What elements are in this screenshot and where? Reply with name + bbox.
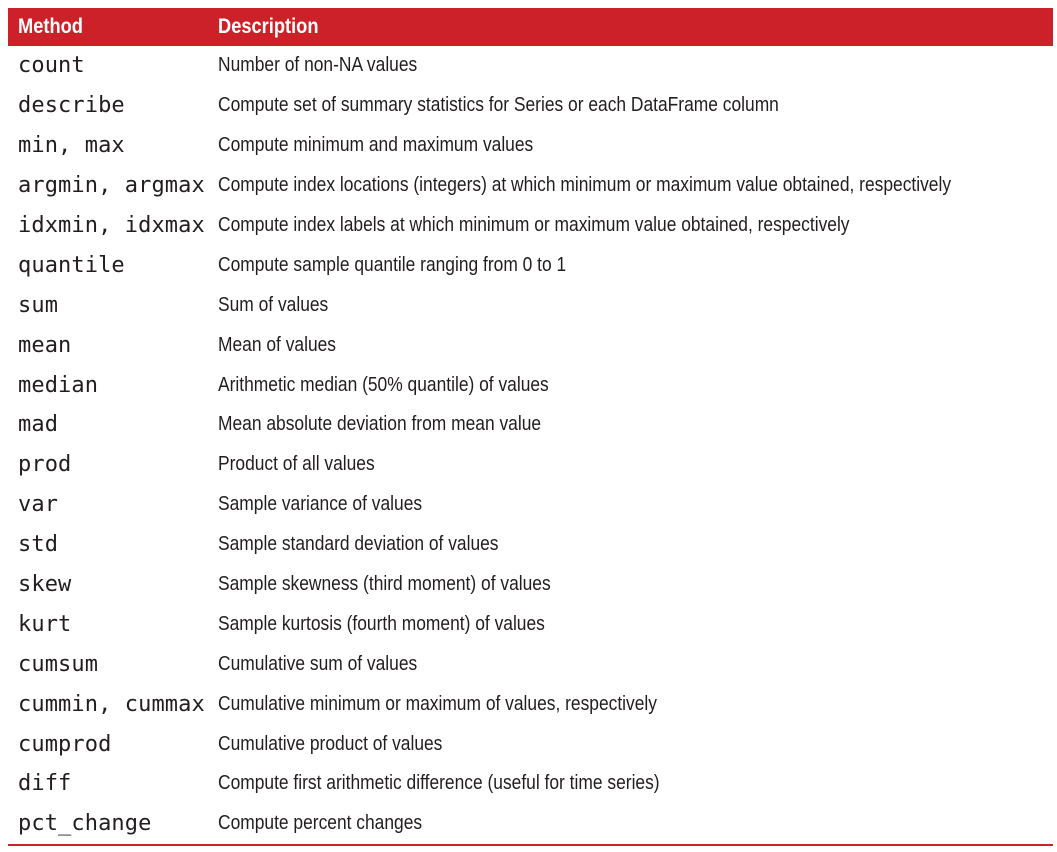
description-cell: Mean absolute deviation from mean value bbox=[218, 413, 542, 436]
table-row bbox=[8, 405, 1053, 445]
methods-reference-table bbox=[8, 8, 1053, 846]
description-cell-wrap bbox=[218, 613, 1053, 636]
description-cell-wrap bbox=[218, 533, 1053, 556]
description-cell-wrap bbox=[218, 453, 1053, 476]
description-cell-wrap bbox=[218, 772, 1053, 795]
method-cell: cummin, cummax bbox=[18, 691, 205, 717]
description-cell: Sample standard deviation of values bbox=[218, 533, 499, 556]
description-cell: Compute index labels at which minimum or maximum value obtained, respectively bbox=[218, 214, 850, 236]
method-cell: diff bbox=[18, 771, 72, 797]
table-row bbox=[8, 445, 1053, 485]
column-header-description bbox=[218, 15, 1053, 39]
description-cell: Mean of values bbox=[218, 333, 337, 356]
table-row bbox=[8, 604, 1053, 644]
description-cell: Compute set of summary statistics for Series or each DataFrame column bbox=[218, 94, 779, 117]
method-cell: count bbox=[18, 53, 85, 79]
table-row bbox=[8, 724, 1053, 764]
description-cell: Arithmetic median (50% quantile) of values bbox=[218, 373, 549, 396]
method-cell: mad bbox=[18, 412, 59, 438]
table-row bbox=[8, 525, 1053, 565]
description-cell-wrap bbox=[218, 254, 1053, 277]
table-row bbox=[8, 684, 1053, 724]
description-cell: Sum of values bbox=[218, 293, 329, 316]
description-cell: Cumulative product of values bbox=[218, 732, 443, 755]
table-body bbox=[8, 46, 1053, 844]
table-header-row bbox=[8, 8, 1053, 46]
description-cell-wrap bbox=[218, 812, 1053, 835]
table-row bbox=[8, 285, 1053, 325]
column-header-method bbox=[8, 15, 218, 39]
table-bottom-rule bbox=[8, 844, 1053, 846]
description-cell-wrap bbox=[218, 334, 1053, 357]
method-cell: pct_change bbox=[18, 811, 152, 837]
description-cell-wrap bbox=[218, 693, 1053, 716]
method-cell: sum bbox=[18, 292, 59, 318]
description-cell: Compute index locations (integers) at which minimum or maximum value obtained, respectively bbox=[218, 174, 952, 197]
description-cell: Sample kurtosis (fourth moment) of values bbox=[218, 612, 545, 635]
method-cell: idxmin, idxmax bbox=[18, 213, 205, 238]
table-row bbox=[8, 245, 1053, 285]
description-cell-wrap bbox=[218, 174, 1057, 197]
method-cell: skew bbox=[18, 572, 72, 598]
method-cell: describe bbox=[18, 93, 125, 119]
method-cell: cumprod bbox=[18, 731, 112, 757]
description-cell-wrap bbox=[218, 573, 1053, 596]
description-cell: Sample variance of values bbox=[218, 493, 423, 516]
table-row bbox=[8, 485, 1053, 525]
description-cell: Number of non-NA values bbox=[218, 54, 418, 77]
description-cell: Sample skewness (third moment) of values bbox=[218, 573, 551, 596]
description-cell-wrap bbox=[218, 214, 1053, 237]
description-cell-wrap bbox=[218, 653, 1053, 676]
description-cell: Compute percent changes bbox=[218, 812, 423, 835]
table-row bbox=[8, 206, 1053, 246]
description-cell: Compute first arithmetic difference (useful for time series) bbox=[218, 772, 660, 795]
description-cell-wrap bbox=[218, 493, 1053, 516]
method-cell: mean bbox=[18, 332, 72, 358]
table-row bbox=[8, 365, 1053, 405]
description-cell-wrap bbox=[218, 134, 1053, 157]
method-cell: quantile bbox=[18, 252, 125, 278]
column-header-method-label: Method bbox=[18, 15, 83, 38]
table-row bbox=[8, 804, 1053, 844]
table-row bbox=[8, 764, 1053, 804]
method-cell: argmin, argmax bbox=[18, 173, 205, 199]
method-cell: median bbox=[18, 372, 99, 398]
description-cell-wrap bbox=[218, 413, 1053, 436]
method-cell: prod bbox=[18, 452, 72, 478]
method-cell: kurt bbox=[18, 611, 72, 637]
method-cell: cumsum bbox=[18, 651, 99, 677]
method-cell: std bbox=[18, 532, 59, 558]
description-cell-wrap bbox=[218, 94, 1053, 117]
table-row bbox=[8, 565, 1053, 605]
description-cell: Compute sample quantile ranging from 0 to 1 bbox=[218, 253, 567, 276]
table-row bbox=[8, 126, 1053, 166]
description-cell-wrap bbox=[218, 54, 1053, 77]
table-row bbox=[8, 325, 1053, 365]
column-header-description-label: Description bbox=[218, 15, 319, 38]
method-cell: var bbox=[18, 492, 59, 518]
description-cell: Product of all values bbox=[218, 453, 375, 476]
table-row bbox=[8, 166, 1053, 206]
description-cell: Cumulative minimum or maximum of values, respectively bbox=[218, 692, 657, 715]
table-row bbox=[8, 46, 1053, 86]
method-cell: min, max bbox=[18, 133, 125, 159]
table-row bbox=[8, 86, 1053, 126]
description-cell: Cumulative sum of values bbox=[218, 652, 418, 675]
table-row bbox=[8, 644, 1053, 684]
description-cell-wrap bbox=[218, 294, 1053, 317]
description-cell: Compute minimum and maximum values bbox=[218, 134, 534, 157]
description-cell-wrap bbox=[218, 374, 1053, 397]
description-cell-wrap bbox=[218, 733, 1053, 756]
